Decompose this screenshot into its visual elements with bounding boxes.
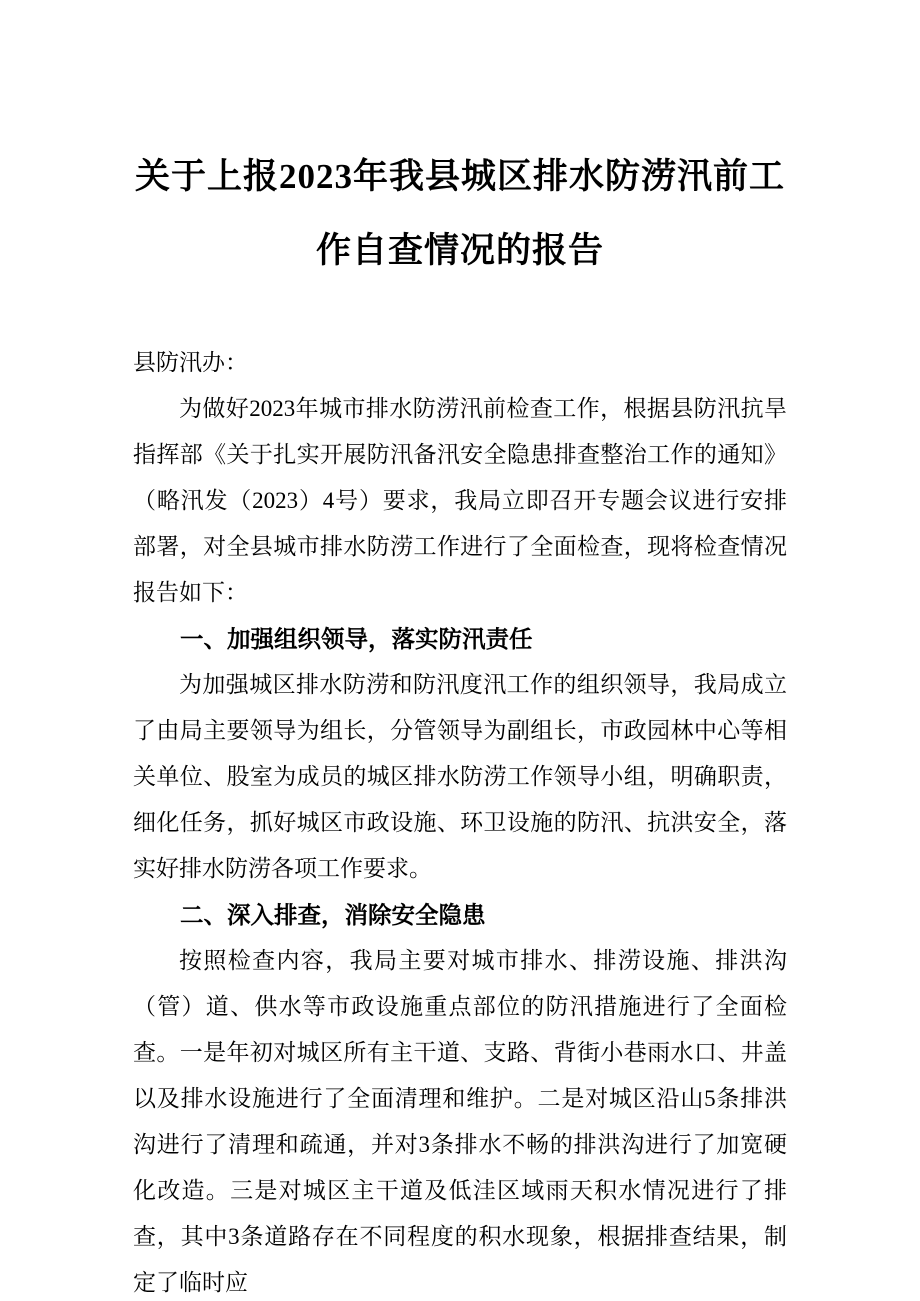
section-2-heading: 二、深入排查，消除安全隐患 <box>180 902 486 928</box>
salutation: 县防汛办： <box>133 350 248 375</box>
intro-paragraph: 为做好2023年城市排水防涝汛前检查工作，根据县防汛抗旱指挥部《关于扎实开展防汛备汛安全隐患排查整治工作的通知》（略汛发（2023）4号）要求，我局立即召开专题会议进行安排部署，对全县城市排水防涝工作进行了全面检查，现将检查情况报告如下： <box>133 396 787 605</box>
section-1-paragraph: 为加强城区排水防涝和防汛度汛工作的组织领导，我局成立了由局主要领导为组长，分管领导为副组长，市政园林中心等相关单位、股室为成员的城区排水防涝工作领导小组，明确职责，细化任务，抓好城区市政设施、环卫设施的防汛、抗洪安全，落实好排水防涝各项工作要求。 <box>133 672 787 881</box>
section-2-paragraph: 按照检查内容，我局主要对城市排水、排涝设施、排洪沟（管）道、供水等市政设施重点部位的防汛措施进行了全面检查。一是年初对城区所有主干道、支路、背街小巷雨水口、井盖以及排水设施进行了全面清理和维护。二是对城区沿山5条排洪沟进行了清理和疏通，并对3条排水不畅的排洪沟进行了加宽硬化改造。三是对城区主干道及低洼区域雨天积水情况进行了排查，其中3条道路存在不同程度的积水现象，根据排查结果，制定了临时应 <box>133 948 787 1295</box>
document-title: 关于上报2023年我县城区排水防涝汛前工作自查情况的报告 <box>134 157 785 270</box>
document-body <box>133 340 787 1301</box>
section-1-heading: 一、加强组织领导，落实防汛责任 <box>180 626 533 652</box>
